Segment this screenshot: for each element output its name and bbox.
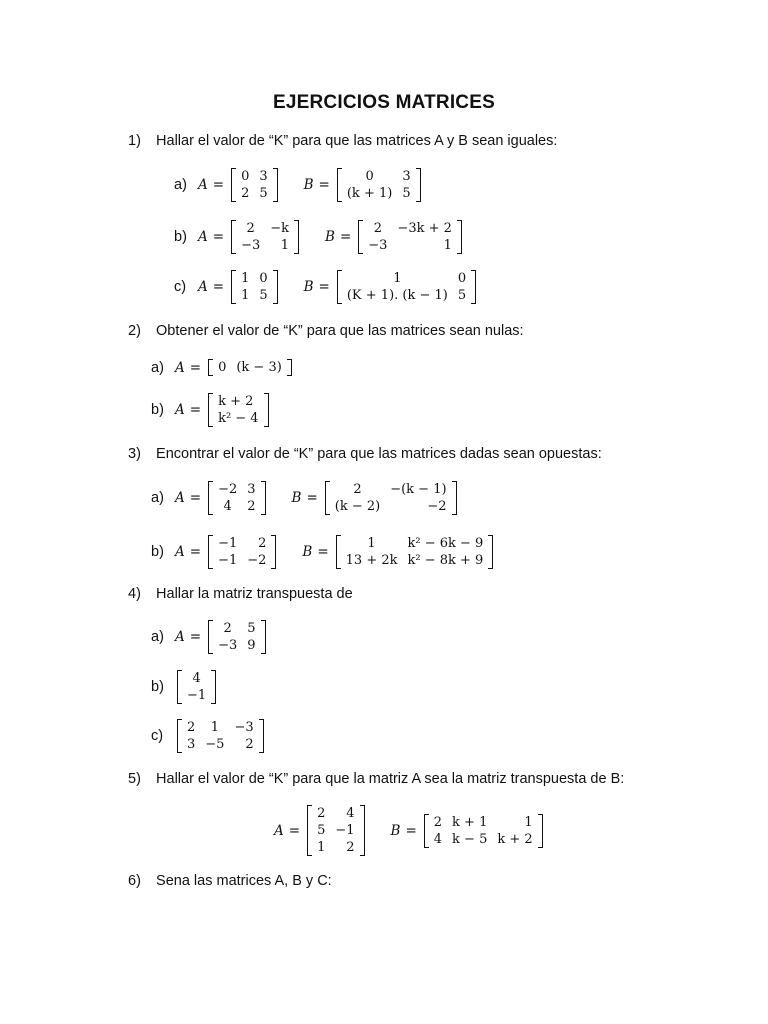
- matrix: [177, 670, 216, 704]
- matrix-row: [236, 237, 294, 254]
- matrix-row: [236, 168, 273, 185]
- matrix-cell: (K + 1). (k − 1): [346, 288, 448, 303]
- symbol-B: B: [303, 177, 314, 193]
- right-bracket: [471, 270, 476, 304]
- right-bracket: [452, 481, 457, 515]
- equals-sign: =: [306, 490, 318, 506]
- matrix: [231, 168, 278, 202]
- matrix: [208, 481, 265, 515]
- item-label: b): [151, 679, 164, 695]
- matrix-cell: 5: [402, 186, 411, 201]
- matrix-row: [213, 498, 260, 515]
- item-label: b): [174, 229, 187, 245]
- matrix-equation-a: [175, 535, 278, 569]
- matrix: [208, 359, 292, 376]
- matrix-cell: 1: [367, 536, 376, 551]
- symbol-A: A: [175, 629, 185, 645]
- equals-sign: =: [405, 822, 417, 839]
- matrix-cell: 2: [317, 806, 326, 821]
- matrix-cell: 0: [365, 169, 374, 184]
- matrix-row: [213, 410, 264, 427]
- matrix-row: [363, 237, 457, 254]
- matrix-cell: (k + 1): [346, 186, 393, 201]
- item-label: a): [151, 490, 164, 506]
- matrix-cell: 5: [457, 288, 467, 303]
- equals-sign: =: [189, 544, 202, 560]
- matrix-cell: 1: [210, 720, 219, 735]
- exercise-1b: [174, 220, 464, 254]
- exercise-4c: [151, 719, 266, 753]
- question-number: 3): [128, 446, 141, 462]
- matrix-cell: k + 1: [452, 814, 488, 830]
- question-6: [128, 873, 332, 889]
- matrix: [424, 814, 543, 848]
- matrix-body: [342, 270, 471, 304]
- matrix-row: [213, 552, 271, 569]
- matrix-row: [363, 220, 457, 237]
- matrix-cell: 3: [259, 169, 268, 184]
- right-bracket: [211, 670, 216, 704]
- matrix-row: [213, 620, 260, 637]
- matrix-equation-b: [292, 481, 459, 515]
- matrix-equation-b: [304, 168, 423, 202]
- matrix-row: [342, 287, 471, 304]
- item-label: b): [151, 544, 164, 560]
- equals-sign: =: [318, 177, 330, 193]
- symbol-A: A: [198, 177, 208, 193]
- matrix-row: [182, 687, 211, 704]
- symbol-A: A: [175, 544, 185, 560]
- matrix-cell: 1: [524, 814, 533, 830]
- item-label: b): [151, 402, 164, 418]
- matrix-cell: k + 2: [497, 831, 533, 847]
- symbol-B: B: [291, 490, 302, 506]
- item-label: a): [174, 177, 187, 193]
- exercise-1c: [174, 270, 478, 304]
- matrix-equation-a: [175, 620, 268, 654]
- matrix-cell: 1: [280, 238, 290, 253]
- matrix-cell: −1: [218, 553, 238, 568]
- matrix-cell: 2: [241, 186, 250, 201]
- matrix-cell: −5: [205, 737, 225, 752]
- symbol-B: B: [325, 229, 335, 245]
- symbol-B: B: [390, 822, 401, 839]
- matrix-cell: −1: [187, 688, 207, 703]
- matrix: [337, 168, 421, 202]
- matrix-cell: 4: [192, 671, 201, 686]
- question-2: [128, 323, 524, 339]
- question-1: [128, 133, 557, 149]
- matrix-row: [236, 185, 273, 202]
- matrix: [208, 535, 276, 569]
- item-label: a): [151, 359, 164, 376]
- matrix-cell: 2: [187, 720, 196, 735]
- equals-sign: =: [189, 629, 202, 645]
- matrix-only: [175, 719, 266, 753]
- matrix-row: [213, 481, 260, 498]
- question-number: 2): [128, 323, 141, 339]
- matrix-body: [213, 481, 260, 515]
- right-bracket: [261, 481, 266, 515]
- matrix-body: [312, 805, 359, 856]
- matrix-cell: k − 5: [452, 831, 488, 847]
- symbol-A: A: [175, 359, 185, 376]
- matrix-row: [429, 814, 538, 831]
- matrix: [231, 270, 278, 304]
- matrix: [358, 220, 462, 254]
- matrix-equation-a: [175, 359, 294, 376]
- matrix-row: [182, 670, 211, 687]
- matrix-body: [213, 359, 287, 376]
- matrix-equation-a: [175, 393, 271, 427]
- matrix-cell: 2: [373, 221, 382, 236]
- matrix-row: [342, 270, 471, 287]
- exercise-2a: [151, 359, 294, 376]
- question-text: Hallar el valor de “K” para que las matrices A y B sean iguales:: [156, 133, 558, 149]
- matrix-equation-b: [302, 535, 495, 569]
- exercise-4b: [151, 670, 218, 704]
- matrix-cell: −2: [427, 499, 447, 514]
- matrix-cell: k² − 4: [218, 411, 259, 426]
- matrix-cell: 0: [457, 271, 467, 286]
- matrix-cell: −3: [241, 238, 261, 253]
- matrix: [336, 535, 494, 569]
- right-bracket: [416, 168, 421, 202]
- matrix-equation-b: [304, 270, 479, 304]
- question-text: Hallar el valor de “K” para que la matriz A sea la matriz transpuesta de B:: [156, 771, 625, 787]
- matrix-row: [342, 185, 416, 202]
- matrix-row: [213, 359, 287, 376]
- right-bracket: [488, 535, 493, 569]
- matrix-body: [236, 270, 273, 304]
- equals-sign: =: [189, 490, 202, 506]
- matrix-body: [236, 220, 294, 254]
- matrix-body: [213, 535, 271, 569]
- question-3: [128, 446, 602, 462]
- matrix: [325, 481, 457, 515]
- matrix-body: [213, 620, 260, 654]
- matrix-cell: 1: [393, 271, 402, 286]
- right-bracket: [264, 393, 269, 427]
- equals-sign: =: [339, 229, 352, 245]
- exercise-3b: [151, 535, 495, 569]
- equals-sign: =: [212, 229, 225, 245]
- exercise-4a: [151, 620, 268, 654]
- matrix-body: [429, 814, 538, 848]
- item-label: a): [151, 629, 164, 645]
- matrix-cell: 2: [245, 737, 254, 752]
- page-title: EJERCICIOS MATRICES: [273, 92, 495, 113]
- right-bracket: [294, 220, 299, 254]
- matrix-cell: −k: [270, 221, 290, 236]
- question-4: [128, 586, 353, 602]
- matrix-row: [330, 498, 452, 515]
- right-bracket: [457, 220, 462, 254]
- matrix-cell: 1: [317, 840, 326, 855]
- matrix-cell: 2: [353, 482, 362, 497]
- matrix-cell: −(k − 1): [390, 482, 447, 497]
- matrix-cell: −2: [218, 482, 238, 497]
- matrix-cell: −3: [368, 238, 388, 253]
- matrix-cell: k + 2: [218, 394, 254, 409]
- matrix-cell: (k − 3): [236, 360, 282, 375]
- matrix-row: [236, 220, 294, 237]
- matrix-cell: 9: [247, 638, 256, 653]
- equals-sign: =: [288, 822, 301, 839]
- item-label: c): [151, 728, 164, 744]
- symbol-B: B: [303, 279, 314, 295]
- matrix: [231, 220, 299, 254]
- matrix: [208, 620, 265, 654]
- matrix-cell: 2: [346, 840, 355, 855]
- question-number: 4): [128, 586, 141, 602]
- matrix-equation-a: [198, 220, 301, 254]
- equals-sign: =: [212, 177, 225, 193]
- matrix-cell: 0: [218, 360, 227, 375]
- matrix-cell: k² − 6k − 9: [407, 536, 484, 551]
- question-number: 1): [128, 133, 141, 149]
- matrix-body: [182, 719, 259, 753]
- exercise-3a: [151, 481, 459, 515]
- matrix-body: [236, 168, 273, 202]
- item-label: c): [174, 279, 187, 295]
- matrix: [307, 805, 364, 856]
- matrix-cell: 0: [259, 271, 268, 286]
- matrix: [177, 719, 264, 753]
- symbol-B: B: [302, 544, 313, 560]
- symbol-A: A: [198, 229, 208, 245]
- matrix-row: [182, 736, 259, 753]
- matrix-cell: 3: [247, 482, 256, 497]
- symbol-A: A: [198, 279, 208, 295]
- matrix-row: [213, 393, 264, 410]
- matrix-cell: 2: [247, 499, 256, 514]
- matrix-cell: k² − 8k + 9: [407, 553, 484, 568]
- matrix-row: [341, 552, 489, 569]
- matrix-cell: 2: [223, 621, 232, 636]
- right-bracket: [538, 814, 543, 848]
- right-bracket: [273, 270, 278, 304]
- matrix-cell: 4: [433, 831, 443, 847]
- question-text: Hallar la matriz transpuesta de: [156, 586, 353, 602]
- matrix: [337, 270, 476, 304]
- matrix-cell: 1: [241, 271, 250, 286]
- matrix-cell: 5: [317, 823, 326, 838]
- matrix-cell: 3: [402, 169, 411, 184]
- matrix-cell: 0: [241, 169, 250, 184]
- matrix-row: [182, 719, 259, 736]
- matrix-equation-a: [198, 270, 280, 304]
- equals-sign: =: [189, 402, 202, 418]
- matrix-cell: 4: [223, 499, 232, 514]
- matrix-cell: 4: [346, 806, 355, 821]
- matrix-cell: 2: [258, 536, 267, 551]
- matrix-equation-a: [175, 481, 268, 515]
- matrix-body: [182, 670, 211, 704]
- matrix-body: [363, 220, 457, 254]
- equals-sign: =: [189, 359, 202, 376]
- matrix-body: [342, 168, 416, 202]
- matrix-row: [429, 831, 538, 848]
- matrix-cell: 5: [247, 621, 256, 636]
- matrix-row: [312, 839, 359, 856]
- matrix-equation-a: [198, 168, 280, 202]
- question-text: Sena las matrices A, B y C:: [156, 873, 332, 889]
- right-bracket: [287, 359, 292, 376]
- matrix-cell: 5: [259, 288, 268, 303]
- equals-sign: =: [318, 279, 330, 295]
- matrix-body: [213, 393, 264, 427]
- matrix-equation-b: [325, 220, 464, 254]
- equals-sign: =: [317, 544, 329, 560]
- right-bracket: [360, 805, 365, 856]
- matrix-cell: −2: [247, 553, 267, 568]
- matrix-cell: (k − 2): [334, 499, 381, 514]
- matrix-row: [342, 168, 416, 185]
- exercise-1a: [174, 168, 423, 202]
- question-text: Encontrar el valor de “K” para que las matrices dadas sean opuestas:: [156, 446, 602, 462]
- question-5: [128, 771, 624, 787]
- matrix-cell: 1: [443, 238, 452, 253]
- matrix-cell: 2: [246, 221, 255, 236]
- exercise-5: [274, 805, 545, 856]
- right-bracket: [271, 535, 276, 569]
- matrix-cell: −3: [234, 720, 254, 735]
- question-number: 5): [128, 771, 141, 787]
- matrix-cell: −1: [218, 536, 238, 551]
- matrix-cell: 5: [259, 186, 268, 201]
- matrix-row: [330, 481, 452, 498]
- right-bracket: [261, 620, 266, 654]
- matrix-cell: −1: [335, 823, 355, 838]
- matrix-cell: 3: [187, 737, 196, 752]
- symbol-A: A: [175, 402, 185, 418]
- matrix-equation-a: [274, 805, 367, 856]
- matrix-cell: 2: [433, 814, 443, 830]
- right-bracket: [259, 719, 264, 753]
- symbol-A: A: [175, 490, 185, 506]
- matrix-cell: 13 + 2k: [345, 553, 398, 568]
- matrix-only: [175, 670, 218, 704]
- equals-sign: =: [212, 279, 225, 295]
- matrix-row: [213, 637, 260, 654]
- matrix-row: [312, 805, 359, 822]
- symbol-A: A: [274, 822, 284, 839]
- matrix-cell: 1: [241, 288, 250, 303]
- matrix-body: [341, 535, 489, 569]
- matrix-equation-b: [391, 814, 545, 848]
- question-number: 6): [128, 873, 141, 889]
- matrix-row: [312, 822, 359, 839]
- matrix: [208, 393, 269, 427]
- matrix-cell: −3k + 2: [397, 221, 452, 236]
- right-bracket: [273, 168, 278, 202]
- matrix-row: [341, 535, 489, 552]
- matrix-row: [236, 287, 273, 304]
- exercise-2b: [151, 393, 271, 427]
- matrix-body: [330, 481, 452, 515]
- matrix-row: [236, 270, 273, 287]
- question-text: Obtener el valor de “K” para que las matrices sean nulas:: [156, 323, 524, 339]
- matrix-cell: −3: [218, 638, 238, 653]
- matrix-row: [213, 535, 271, 552]
